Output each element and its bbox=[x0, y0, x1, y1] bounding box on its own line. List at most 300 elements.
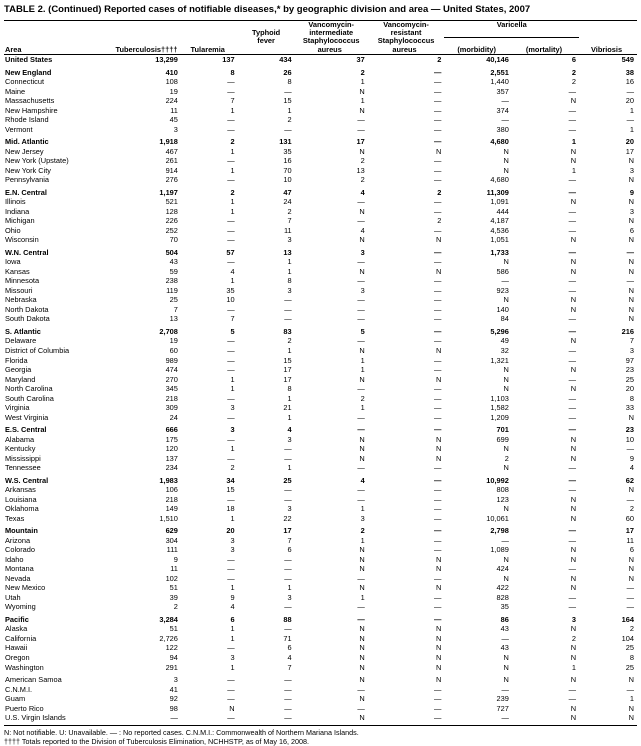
cell-vib: 62 bbox=[625, 475, 634, 485]
cell-vrs: — bbox=[433, 105, 442, 115]
cell-tb: 1,197 bbox=[159, 187, 178, 197]
cell-vib: 549 bbox=[621, 55, 634, 65]
cell-vmt: — bbox=[568, 276, 577, 286]
cell-vib: N bbox=[628, 197, 634, 207]
cell-tb: 60 bbox=[169, 346, 178, 355]
cell-vis: N bbox=[359, 633, 365, 643]
cell-typh: 7 bbox=[287, 535, 292, 545]
table-row bbox=[4, 327, 637, 337]
table-row bbox=[4, 454, 637, 464]
cell-tul: — bbox=[227, 336, 235, 346]
row-area-label: E.S. Central bbox=[5, 425, 47, 435]
cell-tb: 25 bbox=[169, 295, 178, 305]
cell-vmb: — bbox=[501, 684, 509, 694]
cell-typh: 8 bbox=[287, 384, 292, 394]
table-row bbox=[4, 653, 637, 663]
cell-vmb: 86 bbox=[500, 614, 509, 624]
cell-typh: 47 bbox=[283, 187, 292, 197]
cell-vib: — bbox=[626, 583, 634, 593]
cell-typh: 26 bbox=[283, 67, 292, 77]
cell-tb: 11 bbox=[170, 105, 178, 115]
cell-vmb: N bbox=[503, 365, 509, 375]
cell-vrs: — bbox=[433, 137, 442, 147]
cell-vmt: — bbox=[568, 684, 577, 694]
cell-vis: — bbox=[357, 384, 365, 394]
table-row bbox=[4, 207, 637, 217]
cell-vis: — bbox=[357, 314, 365, 324]
cell-vis: — bbox=[357, 703, 365, 713]
cell-vmb: 701 bbox=[496, 425, 509, 435]
cell-typh: — bbox=[284, 444, 292, 454]
cell-tul: 2 bbox=[230, 137, 235, 147]
cell-vis: — bbox=[357, 257, 365, 267]
cell-vrs: — bbox=[433, 535, 442, 545]
cell-vis: N bbox=[359, 545, 365, 555]
cell-vmt: — bbox=[568, 592, 577, 602]
cell-vib: N bbox=[628, 257, 634, 267]
cell-tul: — bbox=[227, 694, 235, 704]
header-vrs-line2: resistant bbox=[390, 28, 422, 38]
cell-vib: 20 bbox=[625, 384, 634, 394]
cell-vmt: 3 bbox=[571, 614, 577, 624]
cell-tb: 149 bbox=[165, 504, 178, 514]
row-area-label: Hawaii bbox=[5, 643, 28, 653]
cell-vib: 7 bbox=[629, 336, 634, 346]
cell-tb: 3,284 bbox=[159, 614, 178, 624]
cell-vis: — bbox=[357, 124, 365, 134]
cell-vis: 3 bbox=[360, 285, 365, 295]
row-area-label: Tennessee bbox=[5, 463, 41, 473]
cell-vmb: 32 bbox=[500, 346, 509, 355]
cell-vmt: — bbox=[568, 694, 577, 704]
cell-typh: 16 bbox=[283, 156, 292, 166]
cell-tul: 2 bbox=[230, 187, 235, 197]
cell-tb: 111 bbox=[166, 545, 178, 555]
cell-vis: N bbox=[359, 146, 365, 156]
cell-vmt: — bbox=[568, 412, 577, 422]
cell-typh: 2 bbox=[287, 115, 292, 125]
cell-tb: 45 bbox=[169, 115, 178, 125]
table-row bbox=[4, 147, 637, 157]
cell-vmb: — bbox=[501, 535, 509, 545]
cell-vmb: 49 bbox=[500, 336, 509, 346]
cell-vib: 25 bbox=[625, 374, 634, 384]
cell-vib: 9 bbox=[629, 187, 634, 197]
cell-vmt: 1 bbox=[571, 137, 577, 147]
cell-tul: — bbox=[227, 115, 235, 125]
cell-typh: 434 bbox=[279, 55, 292, 65]
cell-vis: — bbox=[357, 295, 365, 305]
cell-tul: — bbox=[227, 235, 235, 245]
cell-tb: 1,983 bbox=[159, 475, 178, 485]
cell-tul: — bbox=[227, 684, 235, 694]
cell-typh: 25 bbox=[283, 475, 292, 485]
cell-vrs: — bbox=[433, 504, 442, 514]
cell-vmb: N bbox=[503, 444, 509, 454]
cell-vib: 23 bbox=[625, 425, 634, 435]
cell-vmb: 239 bbox=[496, 694, 509, 704]
cell-tul: — bbox=[227, 573, 235, 583]
cell-typh: 83 bbox=[283, 326, 292, 336]
row-area-label: Kentucky bbox=[5, 444, 36, 454]
cell-vis: 4 bbox=[360, 187, 365, 197]
cell-typh: 3 bbox=[287, 592, 292, 602]
cell-vrs: N bbox=[436, 235, 442, 245]
cell-vib: 20 bbox=[625, 96, 634, 106]
cell-vis: N bbox=[359, 453, 365, 463]
cell-tul: 1 bbox=[230, 105, 235, 115]
cell-vmb: 1,103 bbox=[490, 393, 509, 403]
cell-vib: 1 bbox=[629, 105, 634, 115]
cell-vmb: N bbox=[503, 675, 509, 685]
cell-vib: 17 bbox=[625, 146, 634, 156]
cell-vmb: 84 bbox=[500, 314, 509, 324]
cell-vis: 2 bbox=[360, 526, 365, 536]
cell-tul: — bbox=[227, 124, 235, 134]
cell-vis: 3 bbox=[360, 513, 365, 523]
cell-tul: — bbox=[227, 643, 235, 653]
cell-vrs: 2 bbox=[437, 187, 442, 197]
row-area-label: Texas bbox=[5, 513, 25, 523]
cell-tul: 8 bbox=[230, 67, 235, 77]
page-title: TABLE 2. (Continued) Reported cases of notifiable diseases,* by geographic division and area — United States, 2007 bbox=[4, 4, 531, 15]
cell-vmt: — bbox=[568, 355, 577, 365]
row-area-label: Minnesota bbox=[5, 276, 40, 286]
row-area-label: Guam bbox=[5, 694, 26, 704]
table-row bbox=[4, 87, 637, 97]
cell-vmb: 374 bbox=[496, 105, 509, 115]
cell-vib: 1 bbox=[629, 124, 634, 134]
cell-vib: 3 bbox=[629, 165, 634, 175]
row-area-label: Massachusetts bbox=[5, 96, 55, 106]
cell-vib: N bbox=[628, 175, 634, 185]
cell-vrs: — bbox=[433, 96, 442, 106]
cell-typh: 3 bbox=[287, 434, 292, 444]
cell-tul: — bbox=[227, 304, 235, 314]
cell-typh: 2 bbox=[287, 336, 292, 346]
cell-tul: 7 bbox=[230, 314, 235, 324]
cell-vis: 5 bbox=[360, 326, 365, 336]
table-row bbox=[4, 166, 637, 176]
header-varicella-morbidity: (morbidity) bbox=[444, 46, 512, 55]
cell-vmb: 43 bbox=[500, 643, 509, 653]
cell-vib: N bbox=[628, 713, 634, 723]
cell-typh: 15 bbox=[283, 96, 292, 106]
cell-tb: 309 bbox=[165, 403, 178, 413]
row-area-label: Puerto Rico bbox=[5, 703, 44, 713]
cell-typh: 11 bbox=[283, 225, 292, 235]
cell-vis: — bbox=[357, 573, 365, 583]
cell-typh: 24 bbox=[283, 197, 292, 207]
cell-typh: 3 bbox=[287, 235, 292, 245]
cell-vmt: N bbox=[570, 304, 577, 314]
cell-vmt: — bbox=[568, 285, 577, 295]
cell-typh: — bbox=[284, 684, 292, 694]
header-vibriosis: Vibriosis bbox=[579, 46, 637, 55]
table-row bbox=[4, 235, 637, 245]
cell-tul: 1 bbox=[230, 165, 235, 175]
cell-tul: — bbox=[227, 675, 235, 685]
cell-tul: 57 bbox=[226, 247, 235, 257]
cell-tb: 120 bbox=[165, 444, 178, 454]
cell-vib: N bbox=[628, 156, 634, 166]
header-varicella-group: Varicella bbox=[444, 20, 579, 29]
cell-vib: N bbox=[628, 285, 634, 295]
cell-vmb: — bbox=[501, 276, 509, 286]
cell-vis: N bbox=[359, 444, 365, 454]
table-row bbox=[4, 555, 637, 565]
cell-tb: 226 bbox=[165, 216, 178, 226]
cell-tb: 106 bbox=[165, 485, 178, 495]
row-area-label: Mississippi bbox=[5, 453, 41, 463]
cell-vmb: N bbox=[503, 374, 509, 384]
cell-tul: 7 bbox=[230, 96, 235, 106]
cell-tul: 1 bbox=[230, 583, 235, 593]
cell-typh: 10 bbox=[283, 175, 292, 185]
cell-tul: — bbox=[227, 175, 235, 185]
cell-vib: N bbox=[628, 703, 634, 713]
cell-vrs: — bbox=[433, 475, 442, 485]
cell-vrs: N bbox=[436, 643, 442, 653]
row-area-label: W.N. Central bbox=[5, 247, 49, 257]
cell-vis: 2 bbox=[360, 156, 365, 166]
cell-tb: 1,510 bbox=[159, 513, 178, 523]
cell-vis: N bbox=[359, 643, 365, 653]
table-row bbox=[4, 602, 637, 612]
cell-vmt: N bbox=[570, 257, 577, 267]
cell-vib: N bbox=[628, 216, 634, 226]
cell-vmb: 1,440 bbox=[490, 77, 509, 87]
cell-vib: 104 bbox=[621, 633, 634, 643]
row-area-label: Arizona bbox=[5, 535, 31, 545]
cell-vis: N bbox=[359, 554, 365, 564]
table-row bbox=[4, 435, 637, 445]
table-row bbox=[4, 545, 637, 555]
cell-vmb: N bbox=[503, 156, 509, 166]
cell-vis: — bbox=[357, 216, 365, 226]
cell-tb: 304 bbox=[165, 535, 178, 545]
cell-tb: 102 bbox=[165, 573, 178, 583]
header-typhoid-line1: Typhoid bbox=[252, 28, 281, 38]
cell-vrs: — bbox=[433, 355, 442, 365]
table-row bbox=[4, 615, 637, 625]
cell-vis: N bbox=[359, 235, 365, 245]
cell-tb: 3 bbox=[173, 675, 178, 685]
table-row bbox=[4, 314, 637, 324]
cell-vrs: — bbox=[433, 614, 442, 624]
cell-vis: — bbox=[357, 614, 365, 624]
table-row bbox=[4, 55, 637, 65]
cell-vib: — bbox=[626, 86, 634, 96]
header-tuberculosis: Tuberculosis†††† bbox=[115, 46, 181, 55]
cell-tul: — bbox=[227, 412, 235, 422]
cell-vmt: N bbox=[570, 146, 577, 156]
cell-vib: N bbox=[628, 295, 634, 305]
cell-typh: 7 bbox=[287, 662, 292, 672]
cell-tul: — bbox=[227, 453, 235, 463]
cell-tb: 2 bbox=[173, 602, 178, 612]
table-row bbox=[4, 593, 637, 603]
cell-typh: 3 bbox=[287, 285, 292, 295]
cell-typh: — bbox=[284, 314, 292, 324]
cell-typh: 1 bbox=[287, 105, 292, 115]
cell-tul: 20 bbox=[226, 526, 235, 536]
cell-vrs: — bbox=[433, 336, 442, 346]
cell-vmt: 2 bbox=[571, 67, 577, 77]
cell-vis: N bbox=[359, 694, 365, 704]
cell-vmt: N bbox=[570, 444, 577, 454]
cell-typh: 7 bbox=[287, 216, 292, 226]
cell-vis: 37 bbox=[356, 55, 365, 65]
row-area-label: Mountain bbox=[5, 526, 38, 536]
table-row bbox=[4, 564, 637, 574]
cell-vib: N bbox=[628, 573, 634, 583]
row-area-label: Wyoming bbox=[5, 602, 36, 612]
cell-vib: 11 bbox=[626, 535, 634, 545]
cell-typh: — bbox=[284, 295, 292, 305]
cell-tb: 41 bbox=[169, 684, 178, 694]
cell-vmb: N bbox=[503, 384, 509, 394]
cell-tb: 13 bbox=[169, 314, 178, 324]
cell-vmb: N bbox=[503, 662, 509, 672]
cell-vrs: N bbox=[436, 554, 442, 564]
cell-vrs: — bbox=[433, 485, 442, 495]
cell-typh: 6 bbox=[287, 643, 292, 653]
cell-vmb: 1,089 bbox=[490, 545, 509, 555]
header-row-4 bbox=[4, 46, 637, 55]
table-row bbox=[4, 365, 637, 375]
cell-vmb: 1,091 bbox=[490, 197, 509, 207]
table-row bbox=[4, 675, 637, 685]
cell-vmt: N bbox=[570, 494, 577, 504]
cell-vrs: — bbox=[433, 276, 442, 286]
cell-vmb: 10,992 bbox=[486, 475, 509, 485]
cell-tb: 218 bbox=[165, 393, 178, 403]
cell-vib: 16 bbox=[625, 77, 634, 87]
cell-typh: 2 bbox=[287, 206, 292, 216]
cell-vmt: N bbox=[570, 504, 577, 514]
cell-vmb: — bbox=[501, 96, 509, 106]
cell-vmb: 40,146 bbox=[486, 55, 509, 65]
cell-tb: 137 bbox=[165, 453, 178, 463]
row-area-label: West Virginia bbox=[5, 412, 49, 422]
cell-tul: 3 bbox=[230, 403, 235, 413]
cell-typh: 71 bbox=[283, 633, 292, 643]
cell-tb: 629 bbox=[165, 526, 178, 536]
cell-vis: — bbox=[357, 276, 365, 286]
cell-tul: 3 bbox=[230, 535, 235, 545]
row-area-label: New England bbox=[5, 67, 52, 77]
cell-tul: 137 bbox=[222, 55, 235, 65]
cell-vrs: — bbox=[433, 156, 442, 166]
cell-vmb: 422 bbox=[496, 583, 509, 593]
cell-typh: 1 bbox=[287, 463, 292, 473]
cell-vmt: N bbox=[570, 675, 577, 685]
cell-vib: 60 bbox=[625, 513, 634, 523]
cell-typh: 3 bbox=[287, 504, 292, 514]
row-area-label: Vermont bbox=[5, 124, 33, 134]
cell-vmt: N bbox=[570, 513, 577, 523]
cell-vrs: — bbox=[433, 206, 442, 216]
row-area-label: New Mexico bbox=[5, 583, 46, 593]
cell-vib: N bbox=[628, 266, 634, 276]
table-row bbox=[4, 425, 637, 435]
cell-tul: — bbox=[227, 156, 235, 166]
cell-typh: 4 bbox=[287, 652, 292, 662]
cell-tb: 11 bbox=[170, 564, 178, 574]
cell-tul: — bbox=[227, 564, 235, 574]
cell-tb: 108 bbox=[165, 77, 178, 87]
cell-vmt: N bbox=[570, 573, 577, 583]
cell-typh: — bbox=[284, 573, 292, 583]
cell-tul: — bbox=[227, 434, 235, 444]
cell-typh: — bbox=[284, 554, 292, 564]
row-area-label: South Carolina bbox=[5, 393, 54, 403]
row-area-label: Alabama bbox=[5, 434, 35, 444]
header-vis-line1: Vancomycin- bbox=[295, 20, 368, 29]
cell-vib: 6 bbox=[629, 225, 634, 235]
cell-vib: N bbox=[628, 412, 634, 422]
cell-vrs: — bbox=[433, 197, 442, 207]
cell-vis: N bbox=[359, 346, 365, 355]
cell-tb: 51 bbox=[169, 583, 178, 593]
cell-vib: 2 bbox=[629, 504, 634, 514]
cell-vmt: — bbox=[568, 526, 577, 536]
cell-vmt: — bbox=[568, 346, 577, 355]
cell-vmt: N bbox=[570, 453, 577, 463]
cell-typh: 1 bbox=[287, 257, 292, 267]
table-row bbox=[4, 295, 637, 305]
cell-vis: — bbox=[357, 485, 365, 495]
cell-vmt: N bbox=[570, 295, 577, 305]
cell-vmb: 4,187 bbox=[490, 216, 509, 226]
cell-tul: 15 bbox=[226, 485, 235, 495]
cell-vrs: — bbox=[433, 463, 442, 473]
cell-vib: — bbox=[626, 684, 634, 694]
row-area-label: Florida bbox=[5, 355, 28, 365]
cell-vrs: — bbox=[433, 295, 442, 305]
row-area-label: New York (Upstate) bbox=[5, 156, 69, 166]
cell-vmt: N bbox=[570, 266, 577, 276]
cell-vmb: — bbox=[501, 633, 509, 643]
cell-tb: 989 bbox=[165, 355, 178, 365]
table-row bbox=[4, 156, 637, 166]
cell-vmt: — bbox=[568, 485, 577, 495]
row-area-label: Iowa bbox=[5, 257, 21, 267]
cell-vmb: 828 bbox=[496, 592, 509, 602]
cell-vrs: — bbox=[433, 257, 442, 267]
cell-tb: 24 bbox=[169, 412, 178, 422]
table-row bbox=[4, 485, 637, 495]
cell-vmt: — bbox=[568, 86, 577, 96]
cell-vmb: N bbox=[503, 257, 509, 267]
cell-vib: 38 bbox=[625, 67, 634, 77]
cell-tb: 504 bbox=[165, 247, 178, 257]
cell-tul: 35 bbox=[226, 285, 235, 295]
cell-tul: 1 bbox=[230, 624, 235, 634]
cell-tul: 6 bbox=[230, 614, 235, 624]
table-row bbox=[4, 137, 637, 147]
cell-vis: 1 bbox=[360, 403, 365, 413]
cell-vmt: — bbox=[568, 247, 577, 257]
row-area-label: New York City bbox=[5, 165, 52, 175]
cell-tul: N bbox=[229, 703, 235, 713]
table-row bbox=[4, 346, 637, 356]
row-area-label: South Dakota bbox=[5, 314, 50, 324]
cell-vis: 1 bbox=[360, 535, 365, 545]
cell-vrs: — bbox=[433, 165, 442, 175]
cell-vis: — bbox=[357, 197, 365, 207]
